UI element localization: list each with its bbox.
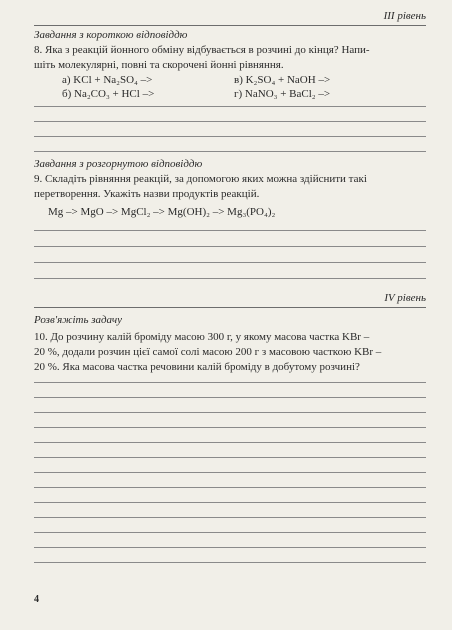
answer-line xyxy=(34,532,426,533)
q8-option-a: а) KCl + Na₂SO₄ –> xyxy=(62,74,153,86)
q8-option-v: в) K₂SO₄ + NaOH –> xyxy=(234,74,331,86)
q8-option-g: г) NaNO₃ + BaCl₂ –> xyxy=(234,88,331,100)
task-title: Розв'яжіть задачу xyxy=(34,314,123,326)
answer-line xyxy=(34,230,426,231)
answer-line xyxy=(34,278,426,279)
answer-line xyxy=(34,262,426,263)
answer-line xyxy=(34,427,426,428)
answer-line xyxy=(34,382,426,383)
answer-line xyxy=(34,136,426,137)
q10-line-3: 20 %. Яка масова частка речовини калій броміду в добутому розчині? xyxy=(34,361,360,373)
q8-line-2: шіть молекулярні, повні та скорочені йонні рівняння. xyxy=(34,59,284,71)
level-iii-heading: III рівень xyxy=(383,10,426,22)
answer-line xyxy=(34,121,426,122)
level-iv-rule xyxy=(34,307,426,308)
answer-line xyxy=(34,106,426,107)
q9-line-1: 9. Складіть рівняння реакцій, за допомогою яких можна здійснити такі xyxy=(34,173,367,185)
q8-option-b: б) Na₂CO₃ + HCl –> xyxy=(62,88,155,100)
answer-line xyxy=(34,502,426,503)
answer-line xyxy=(34,457,426,458)
answer-line xyxy=(34,472,426,473)
level-iv-heading: IV рівень xyxy=(384,292,426,304)
answer-line xyxy=(34,412,426,413)
q10-line-1: 10. До розчину калій броміду масою 300 г, у якому масова частка KBr – xyxy=(34,331,370,343)
answer-line xyxy=(34,487,426,488)
q8-line-1: 8. Яка з реакцій йонного обміну відбувається в розчині до кінця? Напи- xyxy=(34,44,370,56)
answer-line xyxy=(34,246,426,247)
answer-line xyxy=(34,562,426,563)
q9-line-2: перетворення. Укажіть назви продуктів реакцій. xyxy=(34,188,260,200)
answer-line xyxy=(34,397,426,398)
page-number: 4 xyxy=(34,594,39,605)
answer-line xyxy=(34,547,426,548)
answer-line xyxy=(34,517,426,518)
q10-line-2: 20 %, додали розчин цієї самої солі масою 200 г з масовою часткою KBr – xyxy=(34,346,382,358)
level-iii-rule xyxy=(34,25,426,26)
answer-line xyxy=(34,442,426,443)
q9-transformation-scheme: Mg –> MgO –> MgCl₂ –> Mg(OH)₂ –> Mg₃(PO₄)₂ xyxy=(48,206,276,218)
long-answer-title: Завдання з розгорнутою відповіддю xyxy=(34,158,203,170)
answer-line xyxy=(34,151,426,152)
short-answer-title: Завдання з короткою відповіддю xyxy=(34,29,188,41)
